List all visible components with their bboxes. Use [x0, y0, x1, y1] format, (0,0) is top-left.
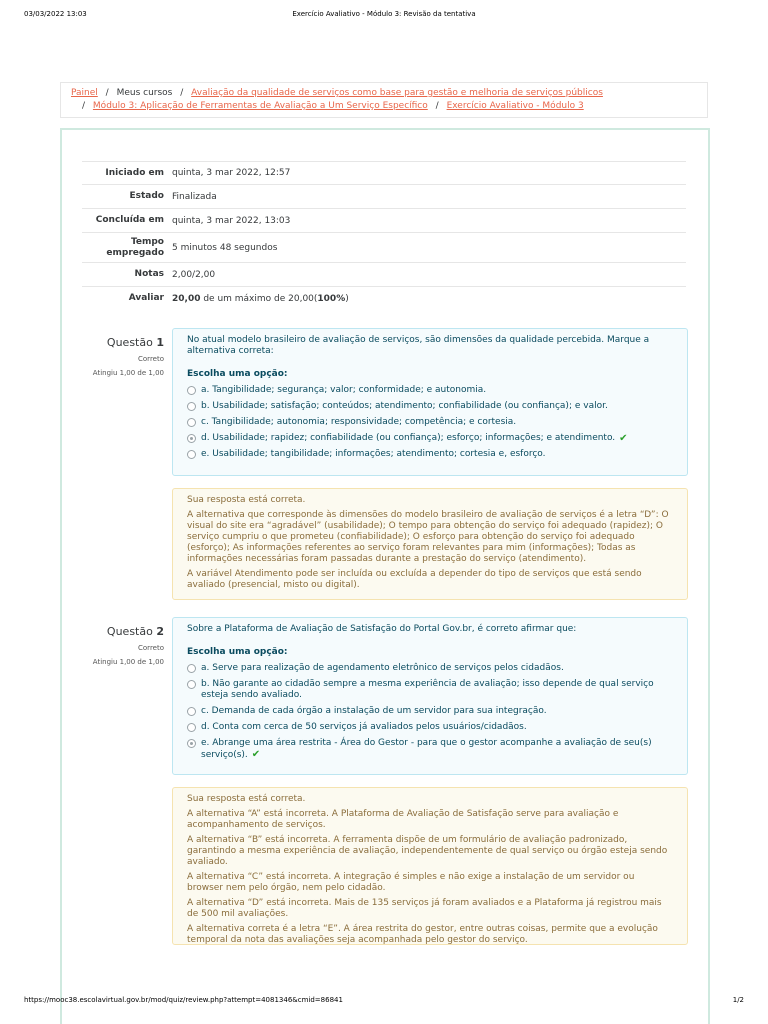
feedback-paragraph: Sua resposta está correta. [187, 794, 306, 804]
breadcrumb-separator: / [180, 88, 184, 98]
answer-option-c[interactable] [187, 706, 673, 717]
answer-option-a[interactable] [187, 385, 673, 396]
breadcrumb-course[interactable]: Avaliação da qualidade de serviços como base para gestão e melhoria de serviços públicos [191, 88, 603, 98]
answer-label: a. Serve para realização de agendamento eletrônico de serviços pelos cidadãos. [201, 663, 564, 673]
summary-value: 5 minutos 48 segundos [172, 242, 278, 253]
print-title: Exercício Avaliativo - Módulo 3: Revisão da tentativa [292, 10, 476, 18]
answer-label: b. Não garante ao cidadão sempre a mesma experiência de avaliação; isso depende de qual serviço esteja sendo avaliado. [201, 679, 654, 700]
radio-button[interactable] [187, 707, 196, 716]
question-text: Sobre a Plataforma de Avaliação de Satisfação do Portal Gov.br, é correto afirmar que: [187, 624, 577, 634]
feedback-paragraph: A alternativa “C” está incorreta. A integração é simples e não exige a instalação de um servidor ou browser nem pelo órgão, nem pelo cidadão. [187, 872, 635, 893]
answer-option-b[interactable] [187, 401, 673, 412]
radio-button[interactable] [187, 386, 196, 395]
question-title: Questão 1 [106, 336, 164, 349]
summary-label: Estado [129, 191, 164, 201]
summary-label: Iniciado em [105, 167, 164, 178]
answer-label: e. Abrange uma área restrita - Área do Gestor - para que o gestor acompanhe a avaliação de seu(s) serviço(s). ✔ [201, 738, 652, 760]
summary-row-time-taken [82, 232, 686, 262]
grade-end: ) [345, 293, 349, 304]
breadcrumb-meus-cursos: Meus cursos [116, 88, 173, 98]
breadcrumb-module[interactable]: Módulo 3: Aplicação de Ferramentas de Avaliação a Um Serviço Específico [92, 101, 428, 111]
summary-label: Avaliar [128, 293, 164, 303]
attempt-summary-table [82, 161, 686, 310]
answer-option-b[interactable] [187, 679, 673, 701]
answer-prompt: Escolha uma opção: [187, 647, 288, 657]
feedback-paragraph: A alternativa correta é a letra “E”. A área restrita do gestor, entre outras coisas, permite que a evolução temporal da nota das avaliações seja acompanhada pelo gestor do serviço. [187, 924, 658, 945]
answer-option-d[interactable] [187, 433, 673, 444]
print-header [24, 10, 744, 22]
answer-prompt: Escolha uma opção: [187, 369, 288, 379]
question-grade: Atingiu 1,00 de 1,00 [92, 658, 164, 666]
question-1 [82, 328, 688, 602]
question-text: No atual modelo brasileiro de avaliação de serviços, são dimensões da qualidade percebida. Marque a alternativa correta: [187, 335, 650, 356]
summary-row-completed [82, 208, 686, 232]
summary-value: 2,00/2,00 [172, 269, 216, 280]
correct-check-icon: ✔ [619, 433, 628, 444]
question-formulation [172, 328, 688, 476]
feedback-paragraph: Sua resposta está correta. [187, 495, 306, 505]
summary-row-state [82, 184, 686, 208]
summary-value: quinta, 3 mar 2022, 12:57 [172, 168, 291, 178]
answer-option-c[interactable] [187, 417, 673, 428]
radio-button[interactable] [187, 450, 196, 459]
answer-label: d. Usabilidade; rapidez; confiabilidade (ou confiança); esforço; informações; e atendimento. [201, 433, 616, 443]
question-2 [82, 617, 688, 947]
summary-row-marks [82, 262, 686, 286]
breadcrumb-separator: / [435, 101, 439, 111]
print-footer [24, 996, 744, 1008]
feedback-paragraph: A alternativa “A” está incorreta. A Plataforma de Avaliação de Satisfação serve para avaliação e acompanhamento de serviços. [187, 809, 619, 830]
breadcrumb-quiz[interactable]: Exercício Avaliativo - Módulo 3 [446, 101, 584, 111]
radio-button-selected[interactable] [187, 434, 196, 443]
answer-option-a[interactable] [187, 663, 673, 674]
answer-option-d[interactable] [187, 722, 673, 733]
feedback-paragraph: A alternativa “D” está incorreta. Mais de 135 serviços já foram avaliados e a Plataforma já registrou mais de 500 mil avaliações. [187, 898, 662, 919]
answer-label: c. Tangibilidade; autonomia; responsividade; competência; e cortesia. [201, 417, 517, 427]
summary-row-started [82, 161, 686, 184]
feedback-paragraph: A alternativa “B” está incorreta. A ferramenta dispõe de um formulário de avaliação padronizado, garantindo a mesma experiência de avaliação, independentemente de qual serviço ou órgão esteja sendo avaliado. [187, 835, 668, 867]
summary-label: Tempo empregado [106, 236, 164, 258]
answer-option-e[interactable] [187, 738, 673, 761]
summary-label: Notas [134, 269, 164, 279]
grade-percent: 100% [317, 293, 346, 304]
question-state: Correto [138, 355, 164, 363]
radio-button[interactable] [187, 664, 196, 673]
question-info [82, 625, 164, 666]
question-state: Correto [138, 644, 164, 652]
radio-button[interactable] [187, 418, 196, 427]
summary-label: Concluída em [95, 215, 164, 225]
summary-row-grade [82, 286, 686, 310]
breadcrumb-painel[interactable]: Painel [71, 88, 98, 98]
answer-list [187, 385, 673, 460]
radio-button-selected[interactable] [187, 739, 196, 748]
radio-button[interactable] [187, 723, 196, 732]
radio-button[interactable] [187, 680, 196, 689]
answer-label: a. Tangibilidade; segurança; valor; conformidade; e autonomia. [201, 385, 487, 395]
summary-value: quinta, 3 mar 2022, 13:03 [172, 215, 291, 226]
question-feedback [172, 488, 688, 600]
answer-option-e[interactable] [187, 449, 673, 460]
answer-label: e. Usabilidade; tangibilidade; informações; atendimento; cortesia e, esforço. [201, 449, 546, 459]
breadcrumb-separator: / [105, 88, 109, 98]
print-date: 03/03/2022 13:03 [24, 10, 87, 18]
print-url: https://mooc38.escolavirtual.gov.br/mod/quiz/review.php?attempt=4081346&cmid=86841 [24, 996, 343, 1004]
feedback-paragraph: A alternativa que corresponde às dimensões do modelo brasileiro de avaliação de serviços é a letra “D”: O visual do site era “agradável” (usabilidade); O tempo para obtenção do serviço foi adequado (rapidez); O serviço cumpriu o que prometeu (confiabilidade); O esforço para obtenção do serviço foi adequado (esforço); As informações referentes ao serviço foram relevantes para mim (informações); Todas as informações necessárias foram passadas durante a prestação do serviço (atendimento). [187, 510, 669, 564]
answer-list [187, 663, 673, 761]
print-page-number: 1/2 [732, 996, 744, 1004]
correct-check-icon: ✔ [251, 749, 261, 760]
grade-middle: de um máximo de 20,00( [200, 293, 318, 304]
feedback-paragraph: A variável Atendimento pode ser incluída ou excluída a depender do tipo de serviços que está sendo avaliado (presencial, misto ou digital). [187, 569, 642, 590]
question-info [82, 336, 164, 377]
breadcrumb [60, 82, 708, 118]
breadcrumb-separator: / [82, 101, 86, 111]
question-feedback [172, 787, 688, 945]
grade-score: 20,00 [172, 293, 201, 304]
radio-button[interactable] [187, 402, 196, 411]
question-title: Questão 2 [106, 625, 164, 638]
answer-label: d. Conta com cerca de 50 serviços já avaliados pelos usuários/cidadãos. [201, 722, 527, 732]
quiz-review-card [60, 128, 710, 1024]
question-formulation [172, 617, 688, 775]
answer-label: c. Demanda de cada órgão a instalação de um servidor para sua integração. [201, 706, 547, 716]
answer-label: b. Usabilidade; satisfação; conteúdos; atendimento; confiabilidade (ou confiança); e valor. [201, 401, 608, 411]
question-grade: Atingiu 1,00 de 1,00 [92, 369, 164, 377]
summary-grade-value [172, 294, 686, 304]
summary-value: Finalizada [172, 191, 217, 202]
